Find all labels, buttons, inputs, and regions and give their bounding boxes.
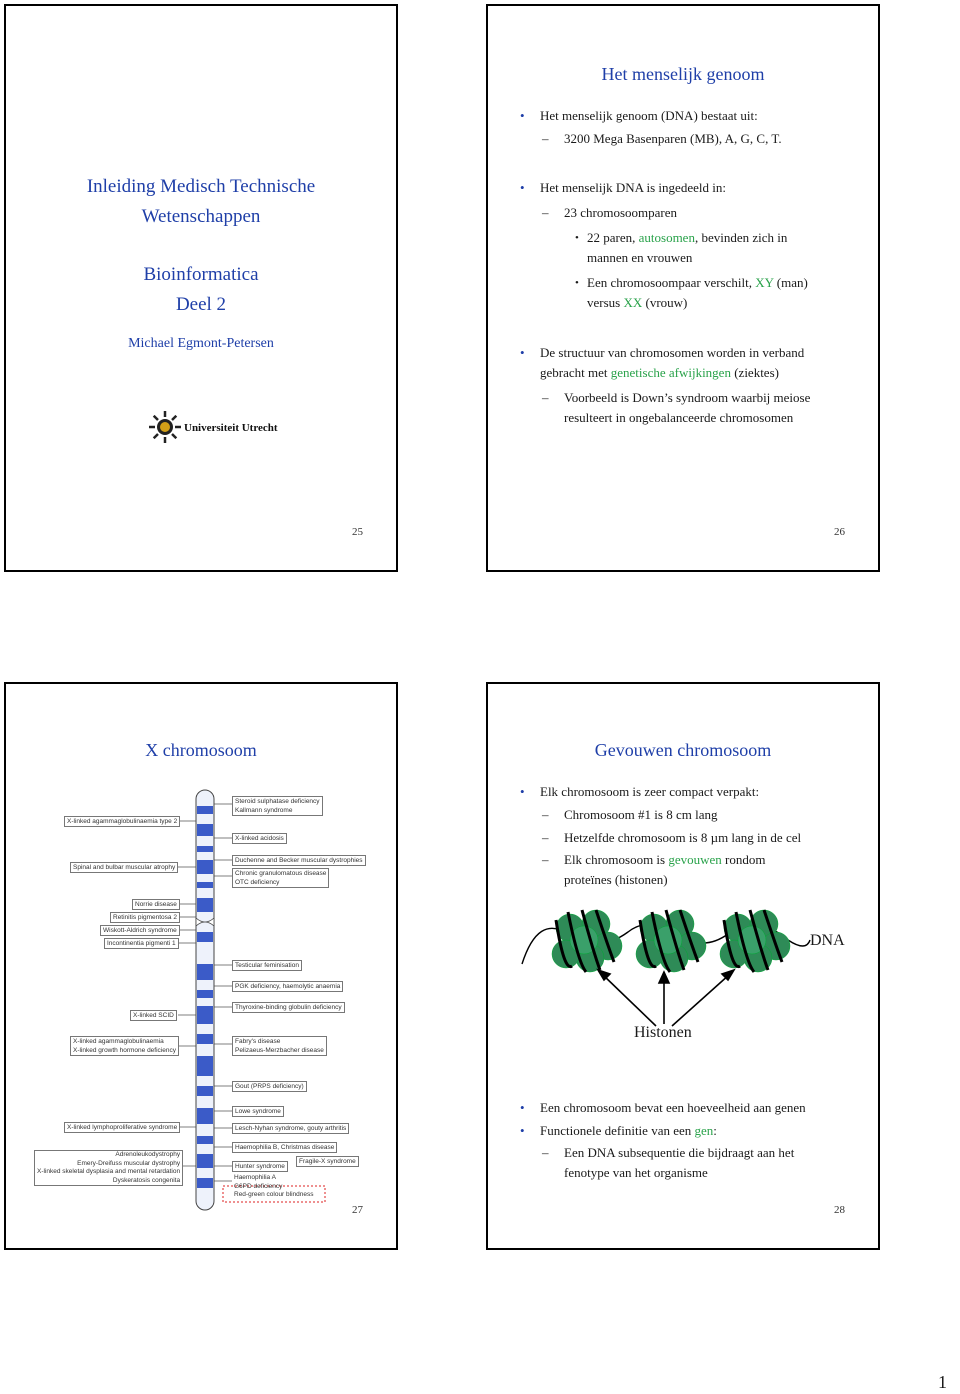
sub-sub-bullet-sex-chromosomes — [587, 273, 808, 313]
slide-26 — [486, 4, 880, 572]
slide-title: X chromosoom — [145, 740, 257, 760]
left-label: Adrenoleukodystrophy — [115, 1151, 181, 1158]
page-number: 28 — [834, 1204, 845, 1216]
left-label: Retinitis pigmentosa 2 — [110, 912, 180, 923]
text: Een chromosoompaar verschilt, — [587, 275, 756, 290]
left-label-group — [70, 1036, 179, 1056]
right-label: Thyroxine-binding globulin deficiency — [232, 1002, 345, 1013]
right-label: Kallmann syndrome — [235, 807, 293, 814]
right-label: Chronic granulomatous disease — [235, 870, 327, 877]
text: gebracht met — [540, 365, 611, 380]
page-number: 25 — [352, 526, 363, 538]
highlight-gen: gen — [694, 1123, 714, 1138]
right-label-group — [232, 1036, 327, 1056]
sub-bullet-down-syndrome — [564, 388, 810, 428]
right-label: PGK deficiency, haemolytic anaemia — [232, 981, 343, 992]
text: Functionele definitie van een — [540, 1123, 695, 1138]
highlight-xy: XY — [755, 275, 774, 290]
right-label: Steroid sulphatase deficiency — [235, 798, 320, 805]
text: (vrouw) — [642, 295, 688, 310]
sub-bullet-chromosome-pairs: – 23 chromosoomparen — [564, 203, 677, 223]
highlight-genetic-abnormalities: genetische afwijkingen — [610, 365, 731, 380]
right-label: G6PD deficiency — [234, 1182, 283, 1190]
slide-25 — [4, 4, 398, 572]
right-label-group — [232, 868, 329, 888]
right-label: Lowe syndrome — [232, 1106, 284, 1117]
text: (man) — [773, 275, 808, 290]
slide-title: Gevouwen chromosoom — [594, 740, 772, 760]
right-label: X-linked acidosis — [232, 833, 287, 844]
text: Voorbeeld is Down’s syndroom waarbij meiose — [564, 390, 811, 405]
sub-bullet-length-cm: – Chromosoom #1 is 8 cm lang — [564, 805, 717, 825]
left-label: X-linked growth hormone deficiency — [73, 1047, 176, 1054]
right-label: Fabry's disease — [235, 1038, 281, 1045]
sun-emblem-icon — [148, 410, 182, 444]
right-label: Hunter syndrome — [232, 1161, 288, 1172]
logo-text: Universiteit Utrecht — [184, 422, 278, 434]
title-line-1: Inleiding Medisch Technische — [86, 176, 316, 197]
text: Elk chromosoom is — [564, 852, 669, 867]
left-label: X-linked skeletal dysplasia and mental retardation — [37, 1168, 181, 1175]
subtitle-line-2: Deel 2 — [175, 294, 227, 315]
text: resulteert in ongebalanceerde chromosomen — [564, 410, 794, 425]
presentation-subtitle — [6, 260, 396, 320]
left-label: Incontinentia pigmenti 1 — [104, 938, 179, 949]
page-number: 27 — [352, 1204, 363, 1216]
bullet-genes: • Een chromosoom bevat een hoeveelheid aan genen — [540, 1098, 806, 1118]
author-name: Michael Egmont-Petersen — [128, 336, 274, 351]
left-label: X-linked SCID — [130, 1010, 177, 1021]
right-label-group — [232, 1174, 316, 1200]
histone-label: Histonen — [634, 1024, 692, 1041]
slide-28 — [486, 682, 880, 1250]
text: De structuur van chromosomen worden in verband — [540, 345, 805, 360]
highlight-gevouwen: gevouwen — [668, 852, 722, 867]
text: (ziektes) — [730, 365, 779, 380]
left-label: Norrie disease — [132, 899, 180, 910]
subtitle-line-1: Bioinformatica — [143, 264, 259, 285]
right-label-group — [232, 796, 323, 816]
dna-label: DNA — [810, 932, 845, 949]
text: mannen en vrouwen — [587, 250, 693, 265]
left-label-group — [34, 1150, 183, 1186]
bullet-compact: • Elk chromosoom is zeer compact verpakt: — [540, 782, 759, 802]
left-label: Spinal and bulbar muscular atrophy — [70, 862, 178, 873]
sub-sub-bullet-autosomes — [587, 228, 787, 268]
right-label: Red-green colour blindness — [234, 1191, 314, 1198]
bullet-dna-division: • Het menselijk DNA is ingedeeld in: — [540, 178, 726, 198]
left-label: Emery-Dreifuss muscular dystrophy — [77, 1159, 181, 1167]
text: : — [713, 1123, 717, 1138]
right-label: Haemophilia A — [234, 1174, 276, 1181]
text: Een DNA subsequentie die bijdraagt aan het — [564, 1145, 795, 1160]
right-label: Testicular feminisation — [232, 960, 302, 971]
title-line-2: Wetenschappen — [141, 206, 261, 227]
slide-27 — [4, 682, 398, 1250]
right-label: Duchenne and Becker muscular dystrophies — [232, 855, 366, 866]
text: 22 paren, — [587, 230, 639, 245]
text: proteïnes (histonen) — [564, 872, 668, 887]
bullet-structure — [540, 343, 804, 383]
left-label: X-linked agammaglobulinaemia — [73, 1038, 164, 1045]
text: , bevinden zich in — [694, 230, 788, 245]
sub-bullet-length-um: – Hetzelfde chromosoom is 8 µm lang in de cel — [564, 828, 801, 848]
presentation-title — [6, 172, 396, 232]
right-label: OTC deficiency — [235, 879, 280, 886]
right-label: Pelizaeus-Merzbacher disease — [235, 1047, 324, 1054]
university-logo — [148, 410, 278, 446]
text: rondom — [721, 852, 766, 867]
page-number: 26 — [834, 526, 845, 538]
right-label: Haemophilia B, Christmas disease — [232, 1142, 337, 1153]
sub-bullet-basepairs: – 3200 Mega Basenparen (MB), A, G, C, T. — [564, 129, 782, 149]
right-label: Lesch-Nyhan syndrome, gouty arthritis — [232, 1123, 349, 1134]
left-label: Wiskott-Aldrich syndrome — [100, 925, 180, 936]
highlight-autosomen: autosomen — [638, 230, 695, 245]
left-label: X-linked agammaglobulinaemia type 2 — [64, 816, 180, 827]
left-label: Dyskeratosis congenita — [112, 1176, 181, 1184]
right-label: Fragile-X syndrome — [296, 1156, 359, 1167]
sub-bullet-dna-subsequence — [564, 1143, 794, 1183]
highlight-xx: XX — [623, 295, 643, 310]
bullet-genome: • Het menselijk genoom (DNA) bestaat uit: — [540, 106, 758, 126]
left-label: X-linked lymphoproliferative syndrome — [64, 1122, 180, 1133]
text: fenotype van het organisme — [564, 1165, 708, 1180]
slide-title: Het menselijk genoom — [601, 64, 765, 84]
sheet-page-number: 1 — [938, 1372, 947, 1392]
text: versus — [587, 295, 624, 310]
right-label: Gout (PRPS deficiency) — [232, 1081, 307, 1092]
bullet-gene-definition — [540, 1121, 717, 1141]
